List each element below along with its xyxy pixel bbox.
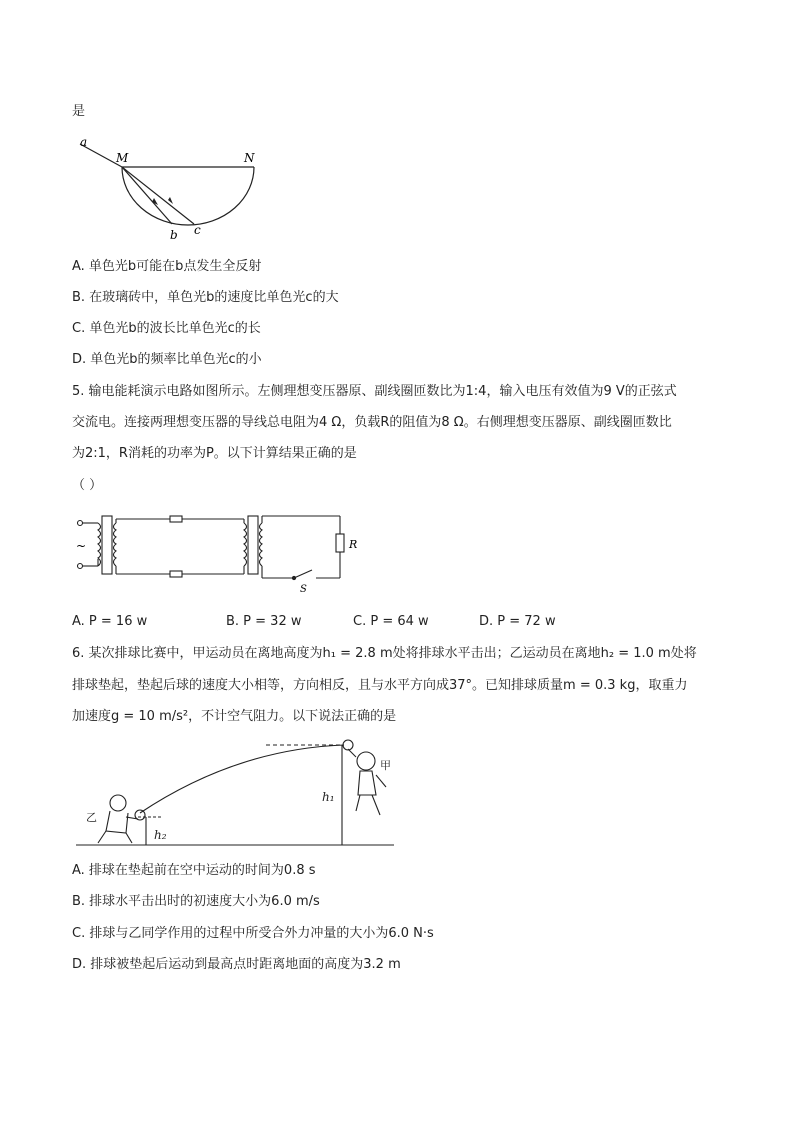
q4-option-a: A. 单色光b可能在b点发生全反射	[72, 259, 262, 274]
q5-circuit-figure	[72, 508, 362, 595]
label-h1: h₁	[322, 790, 335, 804]
q5-stem-line3: 为2:1，R消耗的功率为P。以下计算结果正确的是	[72, 446, 357, 461]
q5-stem-line2: 交流电。连接两理想变压器的导线总电阻为4 Ω，负载R的阻值为8 Ω。右侧理想变压器原、副线圈匝数比	[72, 415, 672, 430]
q6-stem-line1: 6. 某次排球比赛中，甲运动员在离地高度为h₁ = 2.8 m处将排球水平击出；乙运动员在离地h₂ = 1.0 m处将	[72, 646, 697, 661]
q4-tail-text: 是	[72, 104, 86, 119]
q6-option-d: D. 排球被垫起后运动到最高点时距离地面的高度为3.2 m	[72, 957, 401, 972]
q5-answer-paren: （ ）	[72, 478, 103, 493]
q5-option-c: C. P = 64 w	[353, 614, 429, 629]
q5-option-d: D. P = 72 w	[479, 614, 556, 629]
q6-option-c: C. 排球与乙同学作用的过程中所受合外力冲量的大小为6.0 N·s	[72, 926, 434, 941]
label-jia: 甲	[380, 759, 391, 772]
label-c: c	[194, 223, 201, 237]
label-S: S	[300, 584, 307, 595]
label-yi: 乙	[86, 811, 97, 824]
q6-stem-line2: 排球垫起，垫起后球的速度大小相等，方向相反，且与水平方向成37°。已知排球质量m = 0.3 kg，取重力	[72, 678, 688, 693]
label-a: a	[80, 135, 88, 149]
label-N: N	[244, 151, 255, 165]
q5-option-a: A. P = 16 w	[72, 614, 148, 629]
q4-option-d: D. 单色光b的频率比单色光c的小	[72, 352, 262, 367]
ac-source-symbol: ~	[76, 539, 87, 553]
q6-volleyball-figure	[76, 735, 396, 855]
q6-option-a: A. 排球在垫起前在空中运动的时间为0.8 s	[72, 863, 316, 878]
q5-option-b: B. P = 32 w	[226, 614, 302, 629]
label-R: R	[349, 538, 358, 551]
q6-option-b: B. 排球水平击出时的初速度大小为6.0 m/s	[72, 894, 320, 909]
label-h2: h₂	[154, 828, 167, 842]
label-M: M	[116, 151, 129, 165]
q4-option-b: B. 在玻璃砖中，单色光b的速度比单色光c的大	[72, 290, 339, 305]
label-b: b	[170, 228, 178, 242]
q5-stem-line1: 5. 输电能耗演示电路如图所示。左侧理想变压器原、副线圈匝数比为1:4，输入电压有效值为9 V的正弦式	[72, 384, 677, 399]
q4-semicircle-figure	[72, 132, 292, 242]
q6-stem-line3: 加速度g = 10 m/s²，不计空气阻力。以下说法正确的是	[72, 709, 397, 724]
q4-option-c: C. 单色光b的波长比单色光c的长	[72, 321, 261, 336]
